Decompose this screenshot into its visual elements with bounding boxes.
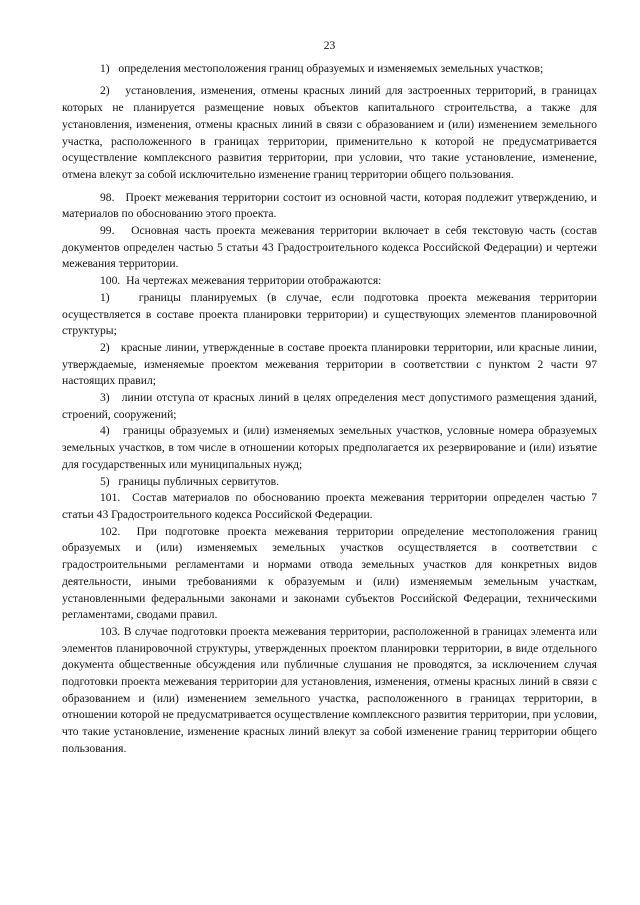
- paragraph-item-2-red-lines: 2) установления, изменения, отмены красных линий для застроенных территорий, в границах которых не планируется размещение новых объектов капитального строительства, а также для установления, изменения, отмены красных линий в связи с образованием и (или) изменением земельного участка, расположенного в границах территории, применительно к которой не предусматривается осуществление комплексного развития территории, при условии, что такие установление, изменение, отмена влекут за собой исключительно изменение границ территории общего пользования.: [62, 84, 597, 181]
- page-number: 23: [323, 39, 336, 52]
- paragraph-98: 98. Проект межевания территории состоит из основной части, которая подлежит утверждению, и материалов по обоснованию этого проекта.: [62, 190, 597, 221]
- paragraph-102: 102. При подготовке проекта межевания территории определение местоположения границ образуемых и (или) изменяемых земельных участков осуществляется в соответствии с градостроительными регламентами и нормами отвода земельных участков для конкретных видов деятельности, иными требованиями к образуемым и (или) изменяемым земельным участкам, установленными федеральными законами и законами субъектов Российской Федерации, техническими регламентами, сводами правил.: [62, 524, 597, 622]
- paragraph-103: 103. В случае подготовки проекта межевания территории, расположенной в границах элемента или элементов планировочной структуры, утвержденных проектом планировки территории, в виде отдельного документа общественные обсуждения или публичные слушания не проводятся, за исключением случая подготовки проекта межевания территории для установления, изменения, отмены красных линий в связи с образованием и (или) изменением земельного участка, расположенного в границах территории, в отношении которой не предусматривается осуществление комплексного развития территории, при условии, что такие установление, изменение красных линий влекут за собой изменение границ территории общего пользования.: [62, 624, 597, 755]
- paragraph-100-item-1: 1) границы планируемых (в случае, если подготовка проекта межевания территории осуществляется в составе проекта планировки территории) и существующих элементов планировочной структуры;: [62, 290, 597, 338]
- paragraph-99: 99. Основная часть проекта межевания территории включает в себя текстовую часть (состав документов определен частью 5 статьи 43 Градостроительного кодекса Российской Федерации) и чертежи межевания территории.: [62, 224, 597, 271]
- paragraph-100-item-5: 5) границы публичных сервитутов.: [100, 474, 280, 488]
- paragraph-item-1-definition: 1) определения местоположения границ образуемых и изменяемых земельных участков;: [100, 61, 544, 75]
- paragraph-100-item-2: 2) красные линии, утвержденные в составе проекта планировки территории, или красные линии, утверждаемые, изменяемые проектом межевания территории в соответствии с пунктом 2 части 97 настоящих правил;: [62, 340, 597, 388]
- paragraph-101: 101. Состав материалов по обоснованию проекта межевания территории определен частью 7 статьи 43 Градостроительного кодекса Российской Федерации.: [62, 491, 597, 521]
- paragraph-100-item-4: 4) границы образуемых и (или) изменяемых земельных участков, условные номера образуемых земельных участков, в том числе в отношении которых предполагается их резервирование и (или) изъятие для государственных или муниципальных нужд;: [62, 424, 597, 471]
- paragraph-100: 100. На чертежах межевания территории отображаются:: [100, 274, 382, 288]
- paragraph-100-item-3: 3) линии отступа от красных линий в целях определения мест допустимого размещения зданий, строений, сооружений;: [62, 391, 597, 421]
